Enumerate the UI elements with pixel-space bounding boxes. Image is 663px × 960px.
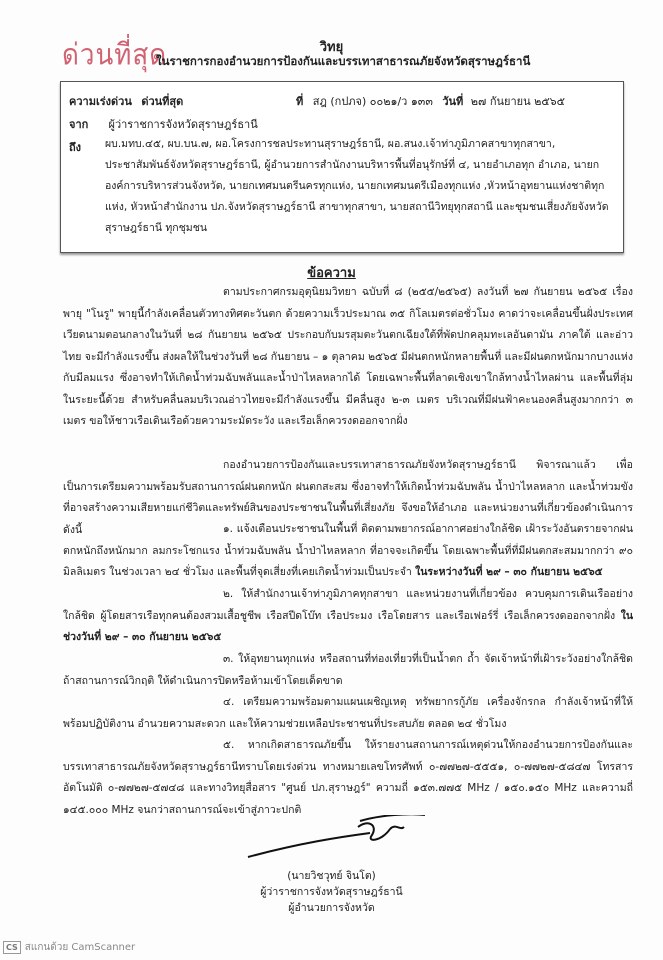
date-label: วันที่	[442, 95, 464, 108]
reference-row	[296, 92, 565, 110]
urgency-row	[69, 92, 183, 110]
document-title: วิทยุ	[319, 40, 344, 55]
camscanner-text: สแกนด้วย CamScanner	[24, 942, 136, 953]
to-label-row	[69, 138, 81, 156]
item-2-text: ๒. ให้สำนักงานเจ้าท่าภูมิภาคทุกสาขา และหน่วยงานที่เกี่ยวข้อง ควบคุมการเดินเรืออย่างใกล้ชิด ผู้โดยสารเรือทุกคนต้องสวมเสื้อชูชีพ เรือสปีดโบ๊ท เรือประมง เรือโดยสาร และเรือเฟอร์รี่ เรือเล็กควรงดออกจากฝั่ง	[63, 588, 633, 622]
camscanner-logo-icon: CS	[3, 941, 21, 954]
date-value: ๒๗ กันยายน ๒๕๖๕	[470, 95, 565, 108]
reference-value: สฎ (กปภจ) ๐๐๒๑/ว ๑๓๓	[312, 95, 433, 108]
signatory-position-2: ผู้อำนวยการจังหวัด	[288, 902, 375, 914]
signatory-name: (นายวิชวุทย์ จินโต)	[287, 870, 376, 882]
item-3: ๓. ให้อุทยานทุกแห่ง หรือสถานที่ท่องเที่ยวที่เป็นน้ำตก ถ้ำ จัดเจ้าหน้าที่เฝ้าระวังอย่างใกล้ชิด ถ้าสถานการณ์วิกฤติ ให้ดำเนินการปิดหรือห้ามเข้าโดยเด็ดขาด	[63, 653, 633, 687]
paragraph-2: กองอำนวยการป้องกันและบรรเทาสาธารณภัยจังหวัดสุราษฎร์ธานี พิจารณาแล้ว เพื่อเป็นการเตรียมความพร้อมรับสถานการณ์ฝนตกหนัก ฝนตกสะสม ซึ่งอาจทำให้เกิดน้ำท่วมฉับพลัน น้ำป่าไหลหลาก และน้ำท่วมขัง ที่อาจสร้างความเสียหายแก่ชีวิตและทรัพย์สินของประชาชนในพื้นที่เสี่ยงภัย จึงขอให้อำเภอ และหน่วยงานที่เกี่ยวข้องดำเนินการ ดังนี้	[63, 459, 633, 536]
signatory-position-1: ผู้ว่าราชการจังหวัดสุราษฎร์ธานี	[260, 886, 403, 898]
item-2	[63, 584, 633, 649]
item-1-date: ในระหว่างวันที่ ๒๙ – ๓๐ กันยายน ๒๕๖๕	[415, 566, 603, 578]
urgency-label: ความเร่งด่วน	[69, 95, 132, 108]
document-subtitle: ในราชการกองอำนวยการป้องกันและบรรเทาสาธารณภัยจังหวัดสุราษฎร์ธานี	[156, 54, 531, 68]
from-row	[69, 115, 258, 133]
urgency-value: ด่วนที่สุด	[141, 95, 184, 108]
to-label: ถึง	[69, 141, 82, 154]
message-heading: ข้อความ	[307, 266, 356, 281]
item-2-date: ในช่วงวันที่ ๒๙ – ๓๐ กันยายน ๒๕๖๕	[63, 609, 633, 643]
reference-label: ที่	[296, 95, 304, 108]
to-recipients: ผบ.มทบ.๔๕, ผบ.บน.๗, ผอ.โครงการชลประทานสุราษฎร์ธานี, ผอ.สนง.เจ้าท่าภูมิภาคสาขาทุกสาขา, ประชาสัมพันธ์จังหวัดสุราษฎร์ธานี, ผู้อำนวยการสำนักงานบริหารพื้นที่อนุรักษ์ที่ ๔, นายอำเภอทุก อำเภอ, นายกองค์การบริหารส่วนจังหวัด, นายกเทศมนตรีนครทุกแห่ง, นายกเทศมนตรีเมืองทุกแห่ง ,หัวหน้าอุทยานแห่งชาติทุกแห่ง, หัวหน้าสำนักงาน ปภ.จังหวัดสุราษฎร์ธานี สาขาทุกสาขา, นายสถานีวิทยุทุกสถานี และชุมชนเสี่ยงภัยจังหวัดสุราษฎร์ธานี ทุกชุมชน	[105, 138, 609, 234]
camscanner-footer	[3, 940, 135, 955]
item-1-text: ๑. แจ้งเตือนประชาชนในพื้นที่ ติดตามพยากรณ์อากาศอย่างใกล้ชิด เฝ้าระวังอันตรายจากฝนตกหนักถึงหนักมาก ลมกระโชกแรง น้ำท่วมฉับพลัน น้ำป่าไหลหลาก ที่อาจจะเกิดขึ้น โดยเฉพาะพื้นที่ที่มีฝนตกสะสมมากกว่า ๙๐ มิลลิเมตร ในช่วงเวลา ๒๔ ชั่วโมง และพื้นที่จุดเสี่ยงที่เคยเกิดน้ำท่วมเป็นประจำ	[63, 523, 633, 578]
paragraph-1: ตามประกาศกรมอุตุนิยมวิทยา ฉบับที่ ๘ (๒๕๕/๒๕๖๕) ลงวันที่ ๒๗ กันยายน ๒๕๖๕ เรื่อง พายุ "โนรู" พายุนี้กำลังเคลื่อนตัวทางทิศตะวันตก ด้วยความเร็วประมาณ ๓๕ กิโลเมตรต่อชั่วโมง คาดว่าจะเคลื่อนขึ้นฝั่งประเทศเวียดนามตอนกลางในวันที่ ๒๘ กันยายน ๒๕๖๕ ประกอบกับมรสุมตะวันตกเฉียงใต้ที่พัดปกคลุมทะเลอันดามัน ภาคใต้ และอ่าวไทย จะมีกำลังแรงขึ้น ส่งผลให้ในช่วงวันที่ ๒๘ กันยายน – ๑ ตุลาคม ๒๕๖๕ มีฝนตกหนักหลายพื้นที่ และมีฝนตกหนักมากบางแห่งกับมีลมแรง ซึ่งอาจทำให้เกิดน้ำท่วมฉับพลันและน้ำป่าไหลหลากได้ โดยเฉพาะพื้นที่ลาดเชิงเขาใกล้ทางน้ำไหลผ่าน และพื้นที่ลุ่มในระยะนี้ด้วย สำหรับคลื่นลมบริเวณอ่าวไทยจะมีกำลังแรงขึ้น มีคลื่นสูง ๒-๓ เมตร บริเวณที่มีฝนฟ้าคะนองคลื่นสูงมากกว่า ๓ เมตร ขอให้ชาวเรือเดินเรือด้วยความระมัดระวัง และเรือเล็กควรงดออกจากฝั่ง	[63, 286, 633, 427]
item-1	[63, 519, 633, 584]
memo-header-box	[60, 81, 624, 253]
item-4: ๔. เตรียมความพร้อมตามแผนเผชิญเหตุ ทรัพยากรกู้ภัย เครื่องจักรกล กำลังเจ้าหน้าที่ให้พร้อมปฏิบัติงาน อำนวยความสะดวก และให้ความช่วยเหลือประชาชนที่ประสบภัย ตลอด ๒๔ ชั่วโมง	[63, 696, 633, 730]
from-value: ผู้ว่าราชการจังหวัดสุราษฎร์ธานี	[108, 118, 258, 131]
from-label: จาก	[69, 118, 89, 131]
item-5: ๕. หากเกิดสาธารณภัยขึ้น ให้รายงานสถานการณ์เหตุด่วนให้กองอำนวยการป้องกันและบรรเทาสาธารณภัยจังหวัดสุราษฎร์ธานีทราบโดยเร่งด่วน ทางหมายเลขโทรศัพท์ ๐-๗๗๒๗-๕๕๕๑, ๐-๗๗๒๗-๕๘๔๗ โทรสารอัตโนมัติ ๐-๗๗๒๗-๕๗๔๘ และทางวิทยุสื่อสาร "ศูนย์ ปภ.สุราษฎร์" ความถี่ ๑๕๓.๗๗๕ MHz / ๑๕๐.๑๕๐ MHz และความถี่ ๑๔๕.๐๐๐ MHz จนกว่าสถานการณ์จะเข้าสู่ภาวะปกติ	[63, 739, 633, 816]
signature-scribble	[240, 815, 430, 865]
urgent-stamp: ด่วนที่สุด	[62, 37, 168, 73]
